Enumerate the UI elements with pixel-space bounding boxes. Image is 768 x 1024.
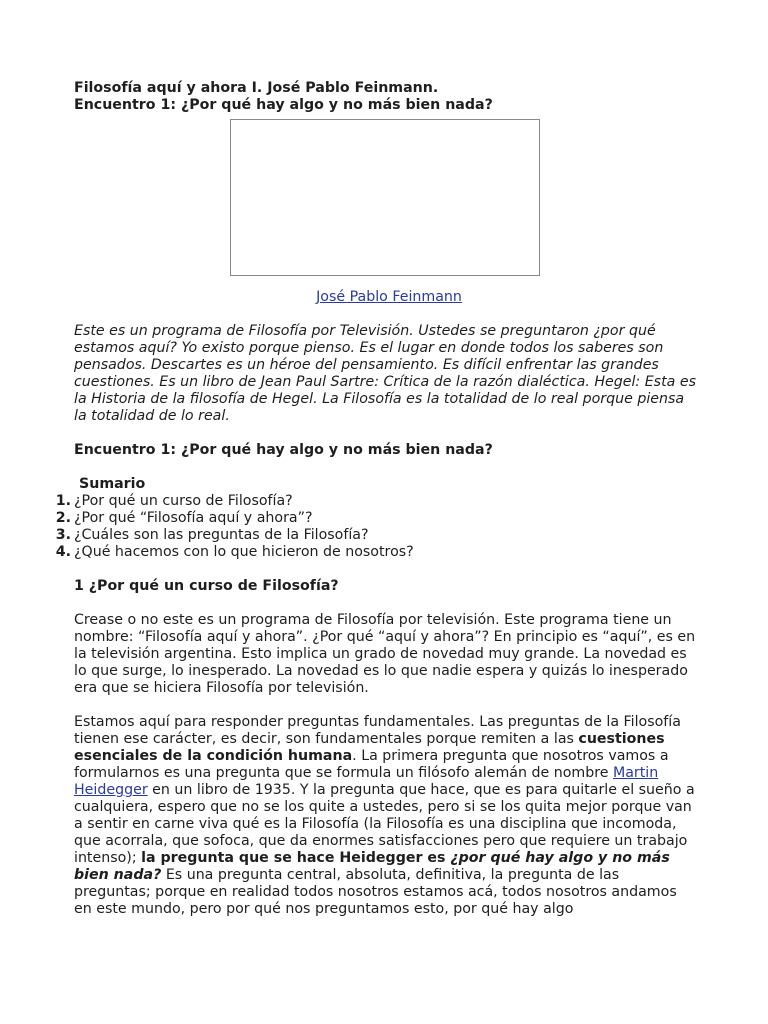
heidegger-link[interactable]: Martin Heidegger: [74, 765, 659, 798]
bold-italic-question: ¿por qué hay algo y no más bien nada?: [74, 850, 670, 883]
encuentro-heading: Encuentro 1: ¿Por qué hay algo y no más bien nada?: [74, 442, 493, 458]
list-number: 2.: [55, 510, 71, 526]
list-number: 3.: [55, 527, 71, 543]
section-1-heading: 1 ¿Por qué un curso de Filosofía?: [74, 578, 339, 594]
sumario-label: Sumario: [79, 476, 146, 492]
list-text: ¿Por qué “Filosofía aquí y ahora”?: [74, 510, 313, 526]
section-1-paragraph-2: [74, 714, 698, 918]
title-line-2: Encuentro 1: ¿Por qué hay algo y no más bien nada?: [74, 97, 493, 113]
list-item: [55, 510, 698, 527]
para-text: Es una pregunta central, absoluta, definitiva, la pregunta de las preguntas; porque en realidad todos nosotros estamos acá, todos nosotros andamos en este mundo, pero por qué nos preguntamos esto, por qué hay algo: [74, 867, 677, 917]
para-text: Estamos aquí para responder preguntas fundamentales. Las preguntas de la Filosofía tienen ese carácter, es decir, son fundamentales porque remiten a las: [74, 714, 681, 747]
section-1-paragraph-1: Crease o no este es un programa de Filosofía por televisión. Este programa tiene un nombre: “Filosofía aquí y ahora”. ¿Por qué “aquí y ahora”? En principio es “aquí”, es en la televisión argentina. Esto implica un grado de novedad muy grande. La novedad es lo que surge, lo inesperado. La novedad es lo que nadie espera y quizás lo inesperado era que se hiciera Filosofía por televisión.: [74, 612, 696, 696]
document-content: [55, 80, 698, 918]
list-text: ¿Cuáles son las preguntas de la Filosofía?: [74, 527, 369, 543]
list-item: [55, 544, 698, 561]
list-number: 4.: [55, 544, 71, 560]
bold-phrase: la pregunta que se hace Heidegger es: [141, 850, 451, 866]
author-link[interactable]: José Pablo Feinmann: [316, 289, 462, 305]
para-text: en un libro de 1935. Y la pregunta que hace, que es para quitarle el sueño a cualquiera, espero que no se los quite a ustedes, pero si se los quita mejor porque van a sentir en carne viva qué es la Filosofía (la Filosofía es una disciplina que incomoda, que acorrala, que sofoca, que da enormes satisfacciones pero que requiere un trabajo intenso);: [74, 782, 695, 866]
embedded-image-placeholder: [230, 119, 540, 276]
intro-paragraph: Este es un programa de Filosofía por Televisión. Ustedes se preguntaron ¿por qué estamos aquí? Yo existo porque pienso. Es el lugar en donde todos los saberes son pensados. Descartes es un héroe del pensamiento. Es difícil enfrentar las grandes cuestiones. Es un libro de Jean Paul Sartre: Crítica de la razón dialéctica. Hegel: Esta es la Historia de la filosofía de Hegel. La Filosofía es la totalidad de lo real porque piensa la totalidad de lo real.: [74, 323, 696, 424]
list-text: ¿Qué hacemos con lo que hicieron de nosotros?: [74, 544, 414, 560]
image-caption: [74, 289, 698, 306]
bold-phrase: cuestiones esenciales de la condición humana: [74, 731, 665, 764]
summary-list: [55, 493, 698, 561]
list-item: [55, 527, 698, 544]
list-text: ¿Por qué un curso de Filosofía?: [74, 493, 293, 509]
para-text: . La primera pregunta que nosotros vamos a formularnos es una pregunta que se formula un filósofo alemán de nombre: [74, 748, 669, 781]
list-item: [55, 493, 698, 510]
list-number: 1.: [55, 493, 71, 509]
title-line-1: Filosofía aquí y ahora I. José Pablo Feinmann.: [74, 80, 439, 96]
